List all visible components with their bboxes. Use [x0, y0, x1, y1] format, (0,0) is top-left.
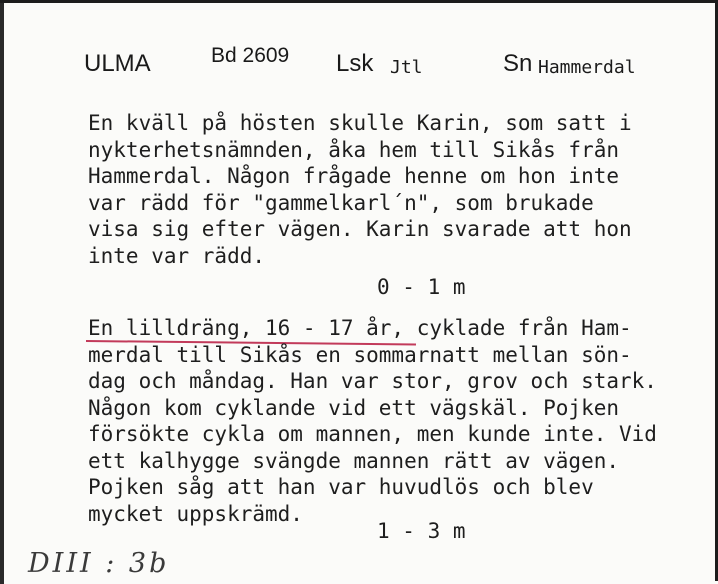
text-line: En kväll på hösten skulle Karin, som satt i	[88, 111, 632, 135]
parish-label: Sn	[503, 50, 533, 77]
text-line: inte var rädd.	[88, 243, 266, 268]
text-line: mycket uppskrämd.	[88, 501, 303, 526]
record-reference: Bd 2609	[211, 44, 290, 67]
distance-note-1: 0 - 1 m	[377, 275, 466, 299]
text-line: Pojken såg att han var huvudlös och blev	[88, 475, 594, 499]
text-line: En lilldräng, 16 - 17 år, cyklade från Ham-	[88, 316, 632, 340]
text-line: nykterhetsnämnden, åka hem till Sikås från	[88, 137, 620, 162]
text-line: Någon kom cyklande vid ett vägskäl. Pojken	[88, 395, 620, 420]
text-line: var rädd för "gammelkarl´n", som brukade	[88, 190, 594, 215]
card-edge	[0, 3, 4, 584]
parish-value: Hammerdal	[538, 57, 636, 78]
text-line: Hammerdal. Någon frågade henne om hon inte	[88, 164, 620, 188]
story-paragraph-1	[88, 110, 708, 269]
distance-note-2: 1 - 3 m	[377, 519, 466, 543]
province-label: Lsk	[336, 50, 374, 77]
text-line: dag och måndag. Han var stor, grov och stark.	[88, 369, 657, 393]
text-line: merdal till Sikås en sommarnatt mellan sön-	[88, 342, 632, 367]
handwritten-classification: DIII : 3b	[28, 548, 170, 579]
archive-label: ULMA	[84, 50, 151, 77]
text-line: ett kalhygge svängde mannen rätt av vägen.	[88, 448, 620, 473]
province-value: Jtl	[390, 57, 423, 78]
text-line: visa sig efter vägen. Karin svarade att hon	[88, 217, 632, 241]
text-line: försökte cykla om mannen, men kunde inte. Vid	[88, 422, 657, 446]
story-paragraph-2	[88, 315, 708, 527]
